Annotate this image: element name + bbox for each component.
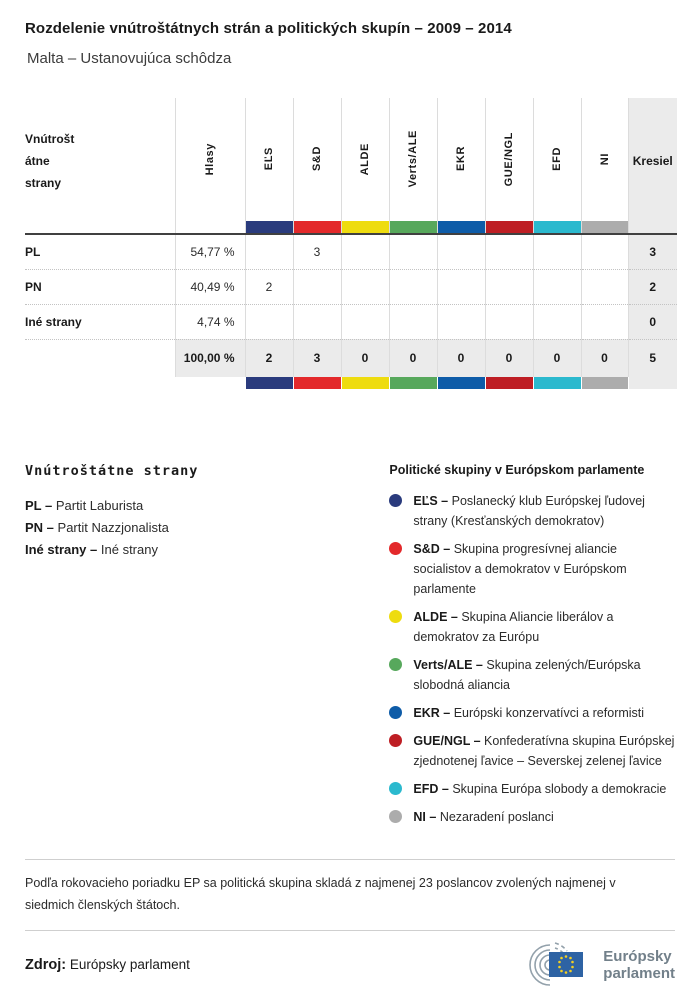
group-color-bar bbox=[534, 221, 581, 233]
ep-hemicycle-icon bbox=[503, 939, 595, 991]
group-color-bar bbox=[294, 221, 341, 233]
legend-group-item: EĽS – Poslanecký klub Európskej ľudovej strany (Kresťanských demokratov) bbox=[389, 491, 675, 531]
legend-group-item: EFD – Skupina Európa slobody a demokracie bbox=[389, 779, 675, 799]
legend-group-item: S&D – Skupina progresívnej aliancie socialistov a demokratov v Európskom parlamente bbox=[389, 539, 675, 599]
legend-group-item: EKR – Európski konzervatívci a reformisti bbox=[389, 703, 675, 723]
verts-color-dot bbox=[389, 658, 402, 671]
column-header-seats: Kresiel bbox=[628, 98, 677, 234]
group-color-bar bbox=[486, 221, 533, 233]
legend-national-parties bbox=[25, 463, 389, 835]
column-header-votes: Hlasy bbox=[175, 98, 245, 234]
column-header-group-ni: NI bbox=[581, 98, 628, 234]
column-header-group-guengl: GUE/NGL bbox=[485, 98, 533, 234]
group-color-bar bbox=[581, 377, 628, 389]
party-votes: 40,49 % bbox=[175, 269, 245, 304]
group-color-bar bbox=[293, 377, 341, 389]
column-header-group-verts: Verts/ALE bbox=[389, 98, 437, 234]
page-subtitle: Malta – Ustanovujúca schôdza bbox=[27, 50, 232, 67]
group-color-bar bbox=[341, 377, 389, 389]
alde-color-dot bbox=[389, 610, 402, 623]
legend-groups-title: Politické skupiny v Európskom parlamente bbox=[389, 463, 645, 477]
source-row bbox=[25, 930, 675, 991]
party-votes: 4,74 % bbox=[175, 304, 245, 339]
group-color-bar bbox=[390, 221, 437, 233]
guengl-color-dot bbox=[389, 734, 402, 747]
legend-group-item: Verts/ALE – Skupina zelených/Európska slobodná aliancia bbox=[389, 655, 675, 695]
legend-party-item: Iné strany – Iné strany bbox=[25, 542, 158, 557]
legend-political-groups bbox=[389, 463, 675, 835]
efd-color-dot bbox=[389, 782, 402, 795]
table-row-ine-strany bbox=[25, 304, 677, 339]
group-color-bar bbox=[245, 377, 293, 389]
legend-group-item: ALDE – Skupina Aliancie liberálov a demokratov za Európu bbox=[389, 607, 675, 647]
ni-color-dot bbox=[389, 810, 402, 823]
column-header-group-ekr: EKR bbox=[437, 98, 485, 234]
column-header-group-efd: EFD bbox=[533, 98, 581, 234]
page-title: Rozdelenie vnútroštátnych strán a politických skupín – 2009 – 2014 bbox=[25, 20, 512, 37]
sd-color-dot bbox=[389, 542, 402, 555]
party-name: Iné strany bbox=[25, 304, 175, 339]
footnote-block bbox=[25, 859, 675, 930]
group-color-bar bbox=[582, 221, 628, 233]
column-header-group-sd: S&D bbox=[293, 98, 341, 234]
seat-distribution-table bbox=[25, 98, 677, 389]
total-votes: 100,00 % bbox=[175, 339, 245, 377]
group-color-bar bbox=[342, 221, 389, 233]
party-votes: 54,77 % bbox=[175, 234, 245, 269]
legend-party-item: PL – Partit Laburista bbox=[25, 498, 144, 513]
table-total-row: 100,00 % 2 3 0 0 0 0 0 0 5 bbox=[25, 339, 677, 377]
party-total-seats: 2 bbox=[628, 269, 677, 304]
group-color-bar bbox=[438, 221, 485, 233]
legends bbox=[25, 463, 675, 835]
legend-group-item: GUE/NGL – Konfederatívna skupina Európskej zjednotenej ľavice – Severskej zelenej ľavice bbox=[389, 731, 675, 771]
group-color-bar bbox=[533, 377, 581, 389]
table-header-row bbox=[25, 98, 677, 234]
party-name: PN bbox=[25, 269, 175, 304]
group-color-bar bbox=[437, 377, 485, 389]
legend-party-item: PN – Partit Nazzjonalista bbox=[25, 520, 169, 535]
legend-group-item: NI – Nezaradení poslanci bbox=[389, 807, 675, 827]
party-total-seats: 3 bbox=[628, 234, 677, 269]
grand-total-seats: 5 bbox=[628, 339, 677, 377]
els-color-dot bbox=[389, 494, 402, 507]
ekr-color-dot bbox=[389, 706, 402, 719]
footnote-text: Podľa rokovacieho poriadku EP sa politická skupina skladá z najmenej 23 poslancov zvolených najmenej v siedmich členských štátoch. bbox=[25, 876, 616, 912]
column-header-group-els: EĽS bbox=[245, 98, 293, 234]
column-header-parties: Vnútrošt átne strany bbox=[25, 98, 175, 234]
group-color-bar bbox=[246, 221, 293, 233]
group-color-bar bbox=[485, 377, 533, 389]
group-color-bar bbox=[389, 377, 437, 389]
table-row-pl: PL 54,77 % 3 3 bbox=[25, 234, 677, 269]
column-header-group-alde: ALDE bbox=[341, 98, 389, 234]
legend-parties-title: Vnútroštátne strany bbox=[25, 463, 199, 479]
ep-logo-wordmark: Európsky parlament bbox=[603, 948, 675, 982]
table-bottom-color-bars bbox=[25, 377, 677, 389]
table-row-pn: PN 40,49 % 2 2 bbox=[25, 269, 677, 304]
source-text: Zdroj: Európsky parlament bbox=[25, 957, 190, 973]
party-name: PL bbox=[25, 234, 175, 269]
european-parliament-logo bbox=[503, 939, 675, 991]
party-total-seats: 0 bbox=[628, 304, 677, 339]
